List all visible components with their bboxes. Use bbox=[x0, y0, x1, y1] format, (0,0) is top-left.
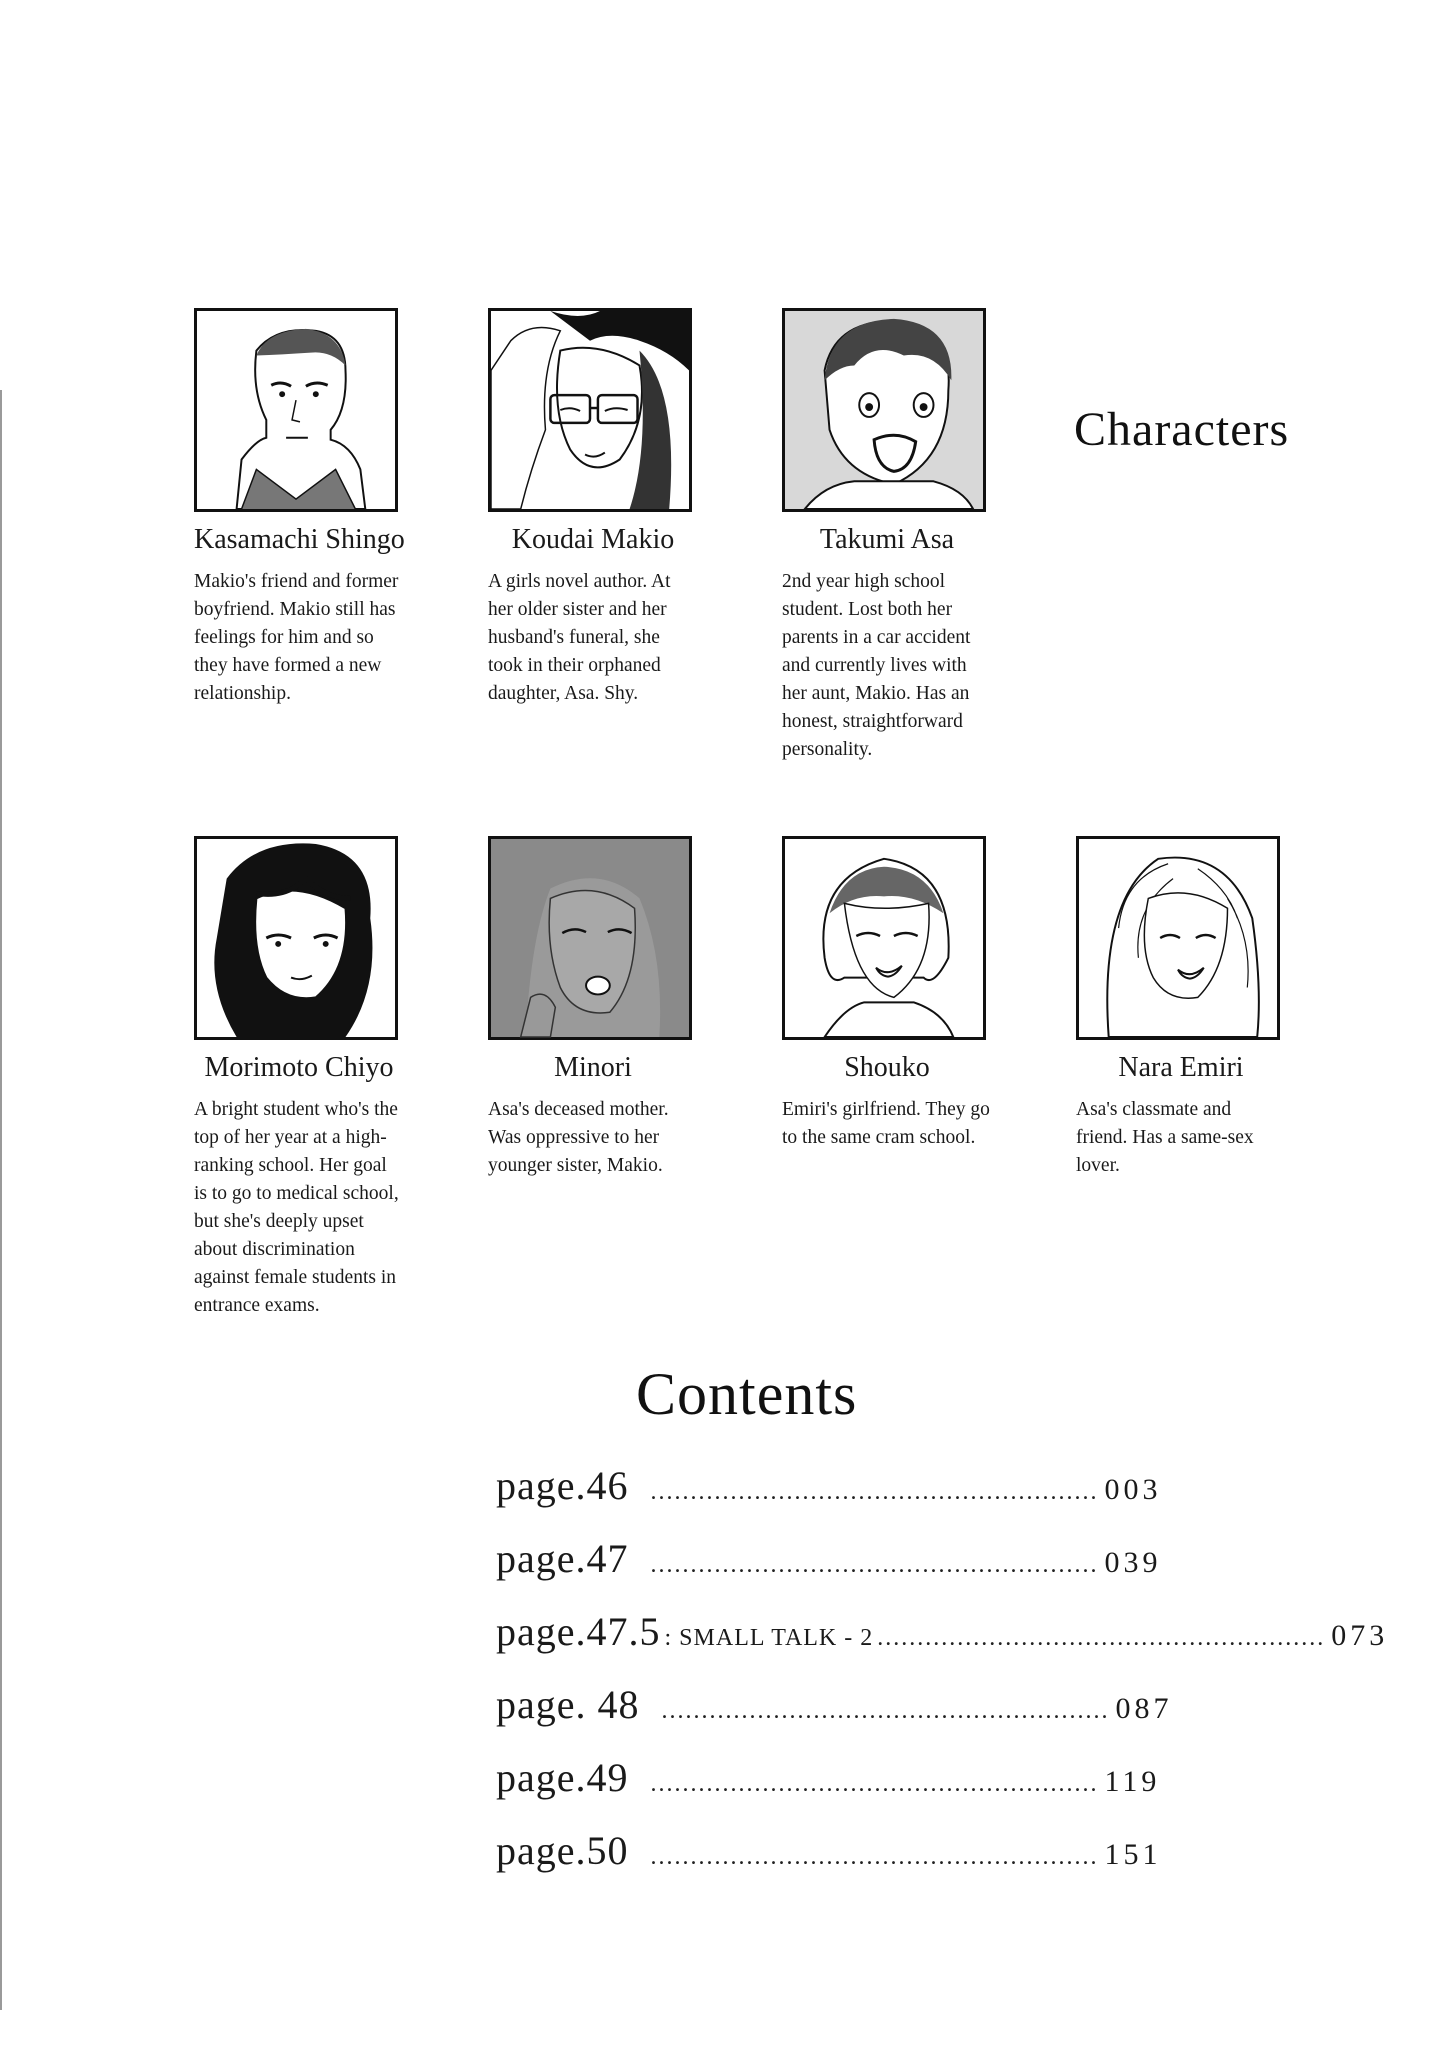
character-name: Kasamachi Shingo bbox=[194, 524, 405, 555]
character-card-koudai bbox=[488, 308, 698, 708]
toc-page-number: 119 bbox=[1104, 1765, 1161, 1798]
toc-page-label: page.50 bbox=[496, 1828, 629, 1873]
toc-page-label: page. 48 bbox=[496, 1682, 640, 1727]
woman-grey-toned-portrait bbox=[488, 836, 692, 1040]
toc-page-number: 039 bbox=[1104, 1546, 1162, 1579]
character-name: Takumi Asa bbox=[819, 524, 955, 555]
woman-with-glasses-portrait bbox=[488, 308, 692, 512]
character-description: A bright student who's the top of her year at a high-ranking school. Her goal is to go to medical school, but she's deeply upset about discrimination against female students in entrance exams. bbox=[194, 1099, 399, 1316]
table-of-contents bbox=[496, 1462, 1389, 1900]
character-description: 2nd year high school student. Lost both her parents in a car accident and currently lives with her aunt, Makio. Has an honest, straightforward personality. bbox=[782, 571, 971, 760]
toc-leader-dots: ........................................................ bbox=[661, 1698, 1110, 1724]
character-description: Asa's classmate and friend. Has a same-sex lover. bbox=[1076, 1099, 1254, 1176]
character-card-takumi bbox=[782, 308, 992, 764]
character-card-kasamachi bbox=[194, 308, 404, 708]
character-description: Emiri's girlfriend. They go to the same cram school. bbox=[782, 1099, 990, 1148]
toc-leader-dots: ........................................................ bbox=[650, 1771, 1099, 1797]
toc-page-label: page.47.5 bbox=[496, 1609, 661, 1654]
long-haired-girl-portrait bbox=[1076, 836, 1280, 1040]
character-description: Asa's deceased mother. Was oppressive to her younger sister, Makio. bbox=[488, 1099, 669, 1176]
toc-page-number: 003 bbox=[1104, 1473, 1162, 1506]
character-name: Nara Emiri bbox=[1118, 1052, 1244, 1083]
toc-page-label: page.46 bbox=[496, 1463, 629, 1508]
toc-leader-dots: ........................................................ bbox=[650, 1844, 1099, 1870]
bob-haired-girl-portrait bbox=[782, 836, 986, 1040]
toc-page-number: 087 bbox=[1115, 1692, 1173, 1725]
contents-heading: Contents bbox=[636, 1361, 858, 1427]
toc-subtitle: : SMALL TALK - 2 bbox=[664, 1625, 874, 1651]
character-card-nara bbox=[1076, 836, 1286, 1180]
character-name: Shouko bbox=[844, 1052, 930, 1083]
toc-row bbox=[496, 1462, 1162, 1535]
toc-row bbox=[496, 1681, 1173, 1754]
character-name: Koudai Makio bbox=[511, 524, 675, 555]
toc-row bbox=[496, 1827, 1162, 1900]
character-name: Minori bbox=[554, 1052, 632, 1083]
surprised-girl-portrait bbox=[782, 308, 986, 512]
toc-page-number: 073 bbox=[1331, 1619, 1389, 1652]
toc-leader-dots: ........................................................ bbox=[650, 1479, 1099, 1505]
toc-page-number: 151 bbox=[1104, 1838, 1162, 1871]
character-card-minori bbox=[488, 836, 698, 1180]
dark-haired-girl-portrait bbox=[194, 836, 398, 1040]
character-card-shouko bbox=[782, 836, 992, 1152]
characters-heading: Characters bbox=[1074, 403, 1290, 456]
character-card-morimoto bbox=[194, 836, 404, 1320]
toc-row bbox=[496, 1535, 1162, 1608]
page-edge-line bbox=[0, 390, 2, 2010]
toc-page-label: page.49 bbox=[496, 1755, 629, 1800]
man-with-short-hair-portrait bbox=[194, 308, 398, 512]
toc-leader-dots: ........................................................ bbox=[650, 1552, 1099, 1578]
character-description: Makio's friend and former boyfriend. Makio still has feelings for him and so they have formed a new relationship. bbox=[194, 571, 399, 704]
toc-row bbox=[496, 1608, 1389, 1681]
toc-row bbox=[496, 1754, 1161, 1827]
toc-page-label: page.47 bbox=[496, 1536, 629, 1581]
character-description: A girls novel author. At her older sister and her husband's funeral, she took in their orphaned daughter, Asa. Shy. bbox=[488, 571, 671, 704]
toc-leader-dots: ........................................................ bbox=[877, 1625, 1326, 1651]
character-name: Morimoto Chiyo bbox=[204, 1052, 394, 1083]
